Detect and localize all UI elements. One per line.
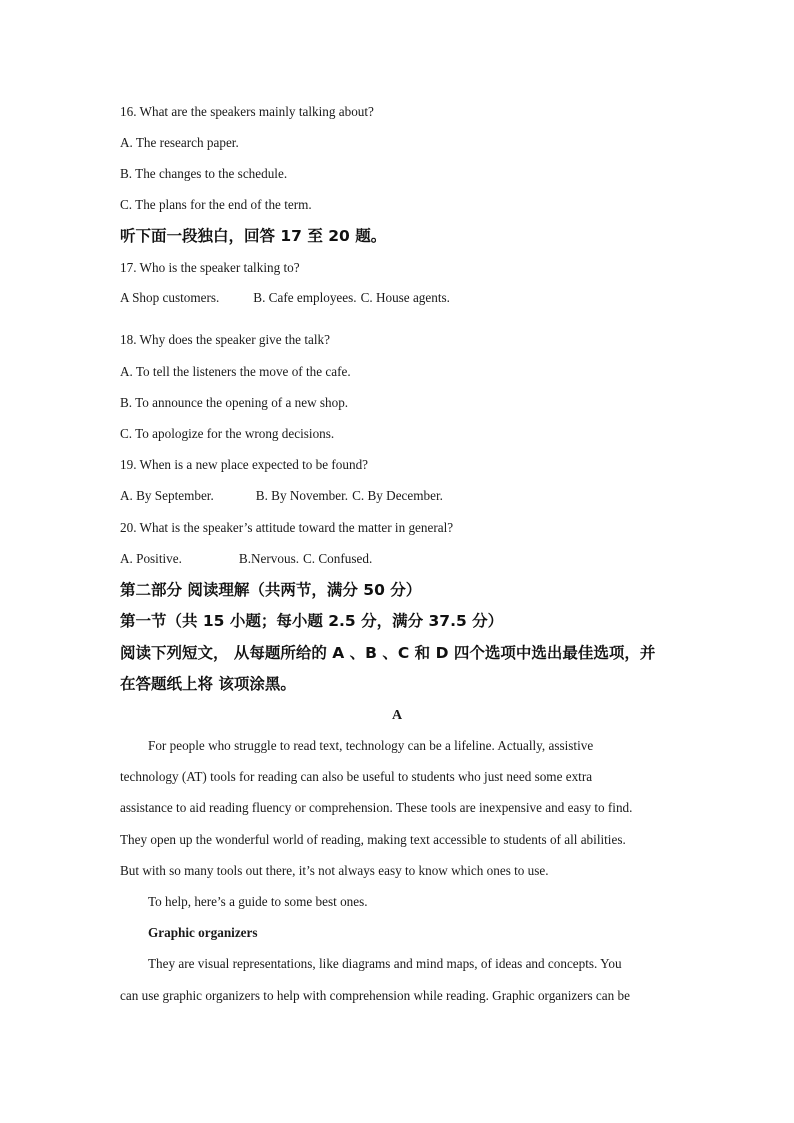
question-20-option-a: A. Positive. bbox=[120, 551, 182, 566]
question-20-stem: 20. What is the speaker’s attitude toward the matter in general? bbox=[120, 520, 454, 535]
question-16-stem: 16. What are the speakers mainly talking about? bbox=[120, 104, 374, 119]
question-16-option-c: C. The plans for the end of the term. bbox=[120, 197, 312, 212]
passage-paragraph-1-line-5: But with so many tools out there, it’s not always easy to know which ones to use. bbox=[120, 863, 549, 878]
question-17-options bbox=[120, 290, 450, 306]
question-19-option-c: C. By December. bbox=[352, 488, 443, 503]
question-17-option-b: B. Cafe employees. bbox=[253, 290, 357, 305]
section-heading-graphic-organizers: Graphic organizers bbox=[148, 925, 258, 940]
question-16-option-b: B. The changes to the schedule. bbox=[120, 166, 288, 181]
question-20-options bbox=[120, 551, 372, 567]
question-19-option-b: B. By November. bbox=[255, 488, 349, 503]
question-20-option-c: C. Confused. bbox=[303, 551, 373, 566]
question-20-option-b: B.Nervous. bbox=[238, 551, 299, 566]
question-16-option-a: A. The research paper. bbox=[120, 135, 239, 150]
passage-paragraph-2: To help, here’s a guide to some best ones. bbox=[148, 894, 368, 909]
passage-paragraph-3-line-2: can use graphic organizers to help with comprehension while reading. Graphic organizers can be bbox=[120, 988, 630, 1003]
question-18-stem: 18. Why does the speaker give the talk? bbox=[120, 332, 330, 347]
part-two-title: 第二部分 阅读理解（共两节，满分 50 分） bbox=[120, 581, 422, 599]
passage-paragraph-1-line-3: assistance to aid reading fluency or comprehension. These tools are inexpensive and easy to find. bbox=[120, 800, 633, 815]
question-18-option-a: A. To tell the listeners the move of the cafe. bbox=[120, 364, 351, 379]
passage-paragraph-1-line-4: They open up the wonderful world of reading, making text accessible to students of all abilities. bbox=[120, 832, 626, 847]
question-17-option-c: C. House agents. bbox=[360, 290, 450, 305]
reading-instruction-line-1: 阅读下列短文， 从每题所给的 A 、B 、C 和 D 四个选项中选出最佳选项，并 bbox=[120, 644, 656, 662]
passage-paragraph-3-line-1: They are visual representations, like diagrams and mind maps, of ideas and concepts. You bbox=[148, 956, 622, 971]
question-18-option-c: C. To apologize for the wrong decisions. bbox=[120, 426, 335, 441]
passage-paragraph-1-line-2: technology (AT) tools for reading can also be useful to students who just need some extra bbox=[120, 769, 593, 784]
reading-instruction-line-2: 在答题纸上将 该项涂黑。 bbox=[120, 675, 296, 693]
question-19-stem: 19. When is a new place expected to be found? bbox=[120, 457, 369, 472]
question-19-option-a: A. By September. bbox=[120, 488, 214, 503]
passage-paragraph-1-line-1: For people who struggle to read text, technology can be a lifeline. Actually, assistive bbox=[148, 738, 594, 753]
passage-label: A bbox=[391, 708, 403, 723]
question-19-options bbox=[120, 488, 443, 504]
listening-instruction-17-20: 听下面一段独白，回答 17 至 20 题。 bbox=[120, 227, 387, 245]
question-17-stem: 17. Who is the speaker talking to? bbox=[120, 260, 300, 275]
question-17-option-a: A Shop customers. bbox=[120, 290, 220, 305]
question-18-option-b: B. To announce the opening of a new shop. bbox=[120, 395, 349, 410]
section-one-title: 第一节（共 15 小题；每小题 2.5 分，满分 37.5 分） bbox=[120, 612, 504, 630]
